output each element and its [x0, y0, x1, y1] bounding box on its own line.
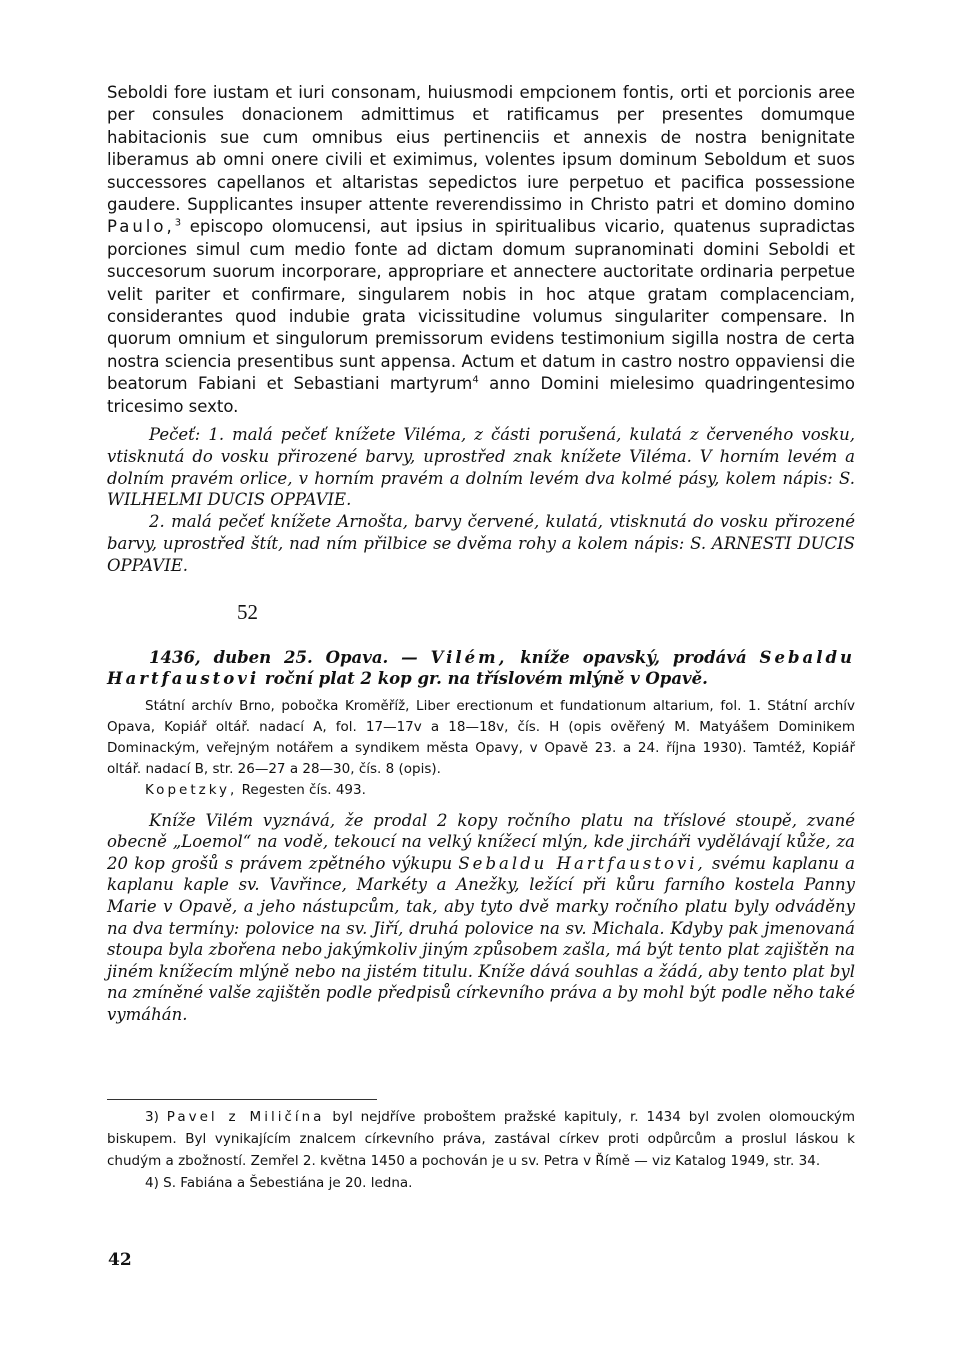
latin-text-part2: episcopo olomucensi, aut ipsius in spiritualibus vicario, quatenus supradictas porciones simul cum medio fonte ad dictam domum supranominati domini Seboldi et succesorum suorum incorporare, appropriare et annectere auctoritate ordinaria perpetue velit pariter et confirmare, singularem nobis in hoc atque gratam complacenciam, considerantes quod indubie grata vicissitudine volumus singulariter compensare. In quorum omnium et singulorum premissorum evidens testimonium sigilla nostra de certa nostra sciencia presentibus sunt appensa. Actum et datum in castro nostro oppaviensi die beatorum Fabiani et Sebastiani martyrum [107, 217, 855, 394]
heading-name-vilem: Vilém, [430, 647, 508, 667]
footnote-3-name: Pavel z Miličína [166, 1109, 325, 1125]
sources-paragraph: Státní archív Brno, pobočka Kroměříž, Liber erectionum et fundationum altarium, fol. 1. Státní archív Opava, Kopiář oltář. nadací A, fol. 17—17v a 18—18v, čís. H (opis ověřený M. Matyášem Dominikem Dominackým, veřejným notářem a syndikem města Opavy, v Opavě 23. a 24. října 1930). Tamtéž, Kopiář oltář. nadací B, str. 26—27 a 28—30, čís. 8 (opis). [107, 697, 855, 777]
heading-date: 1436, duben 25. Opava. — [149, 647, 418, 667]
page-body [107, 82, 855, 1026]
latin-text-part3: anno Domini mielesimo quadringentesimo tricesimo sexto. [107, 374, 856, 416]
footnotes [107, 1106, 855, 1194]
heading-text: kníže opavský, prodává [520, 647, 747, 667]
latin-name-paulo: Paulo, [107, 217, 175, 237]
archival-sources [107, 696, 855, 801]
footnote-4-mark: 4) [145, 1175, 159, 1191]
summary-part2: svému kaplanu a kaplanu kaple sv. Vavřince, Markéty a Anežky, ležící při kůru farního kostela Panny Marie v Opavě, a jeho nástupcům, tak, aby tyto dvě marky ročního platu byly odváděny na dva termíny: polovice na sv. Jiří, druhá polovice na sv. Michala. Kdyby pak jmenovaná stoupa byla zbořena nebo jakýmkoliv jiným způsobem zašla, má být tento plat zajištěn na jiném knížecím mlýně nebo na jistém titulu. Kníže dává souhlas a žádá, aby tento plat byl na zmíněné valše zajištěn podle předpisů církevního práva a by mohl být podle něho také vymáhán. [107, 853, 855, 1025]
heading-name-sebald: Sebaldu Hartfaustovi [107, 647, 855, 689]
latin-charter-text [107, 82, 855, 418]
footnote-4 [107, 1172, 855, 1194]
document-number: 52 [237, 599, 258, 624]
footnote-divider [107, 1099, 377, 1100]
latin-text-part1: Seboldi fore iustam et iuri consonam, huiusmodi empcionem fontis, orti et porcionis aree per consules donacionem admittimus et ratificamus per presentes domumque habitacionis sue cum omnibus eius pertinenciis et annexis de nostra benignitate liberamus ab omni onere civili et eximimus, volentes ipsum dominum Seboldum et suos successores capellanos et altaristas sepedictos iure perpetuo et pacifica possessione gaudere. Supplicantes insuper attente reverendissimo in Christo patri et domino domino [107, 83, 855, 215]
seal-description-1: Pečeť: 1. malá pečeť knížete Viléma, z části porušená, kulatá z červeného vosku, vtisknutá do vosku přirozené barvy, uprostřed znak knížete Viléma. V horním levém a dolním pravém orlice, v horním pravém a dolním levém dva kolmé pásy, kolem nápis: S. WILHELMI DUCIS OPPAVIE. [107, 425, 855, 510]
summary-name-sebald: Sebaldu Hartfaustovi, [458, 853, 706, 873]
footnote-3 [107, 1106, 855, 1172]
heading-text-end: roční plat 2 kop gr. na tříslovém mlýně v Opavě. [264, 669, 708, 689]
footnote-ref-4: 4 [472, 374, 479, 386]
summary-part1: Kníže Vilém vyznává, že prodal 2 kopy ročního platu na tříslové stoupě, zvané obecně „Loemol“ na vodě, tekoucí na velký knížecí mlýn, kde jircháři vydělávají kůže, za 20 kop grošů s právem zpětného výkupu [107, 810, 855, 873]
footnote-ref-3: 3 [174, 217, 182, 229]
seal-description-2: 2. malá pečeť knížete Arnošta, barvy červené, kulatá, vtisknutá do vosku přirozené barvy, uprostřed štít, nad ním přilbice se dvěma rohy a kolem nápis: S. ARNESTI DUCIS OPPAVIE. [107, 512, 855, 575]
page-number: 42 [108, 1250, 132, 1270]
footnote-3-text: byl nejdříve proboštem pražské kapituly, r. 1434 byl zvolen olomouckým biskupem. Byl vynikajícím znalcem církevního práva, zastával církev proti odpůrcům a proslul láskou k chudým a zbožností. Zemřel 2. května 1450 a pochován je u sv. Petra v Římě — viz Katalog 1949, str. 34. [107, 1109, 855, 1169]
footnote-4-text: S. Fabiána a Šebestiána je 20. ledna. [163, 1175, 413, 1191]
czech-summary [107, 810, 855, 1026]
sources-regesten: Regesten čís. 493. [241, 781, 366, 798]
footnote-3-mark: 3) [145, 1109, 159, 1125]
sources-author: Kopetzky, [145, 781, 238, 798]
document-heading [107, 647, 855, 690]
